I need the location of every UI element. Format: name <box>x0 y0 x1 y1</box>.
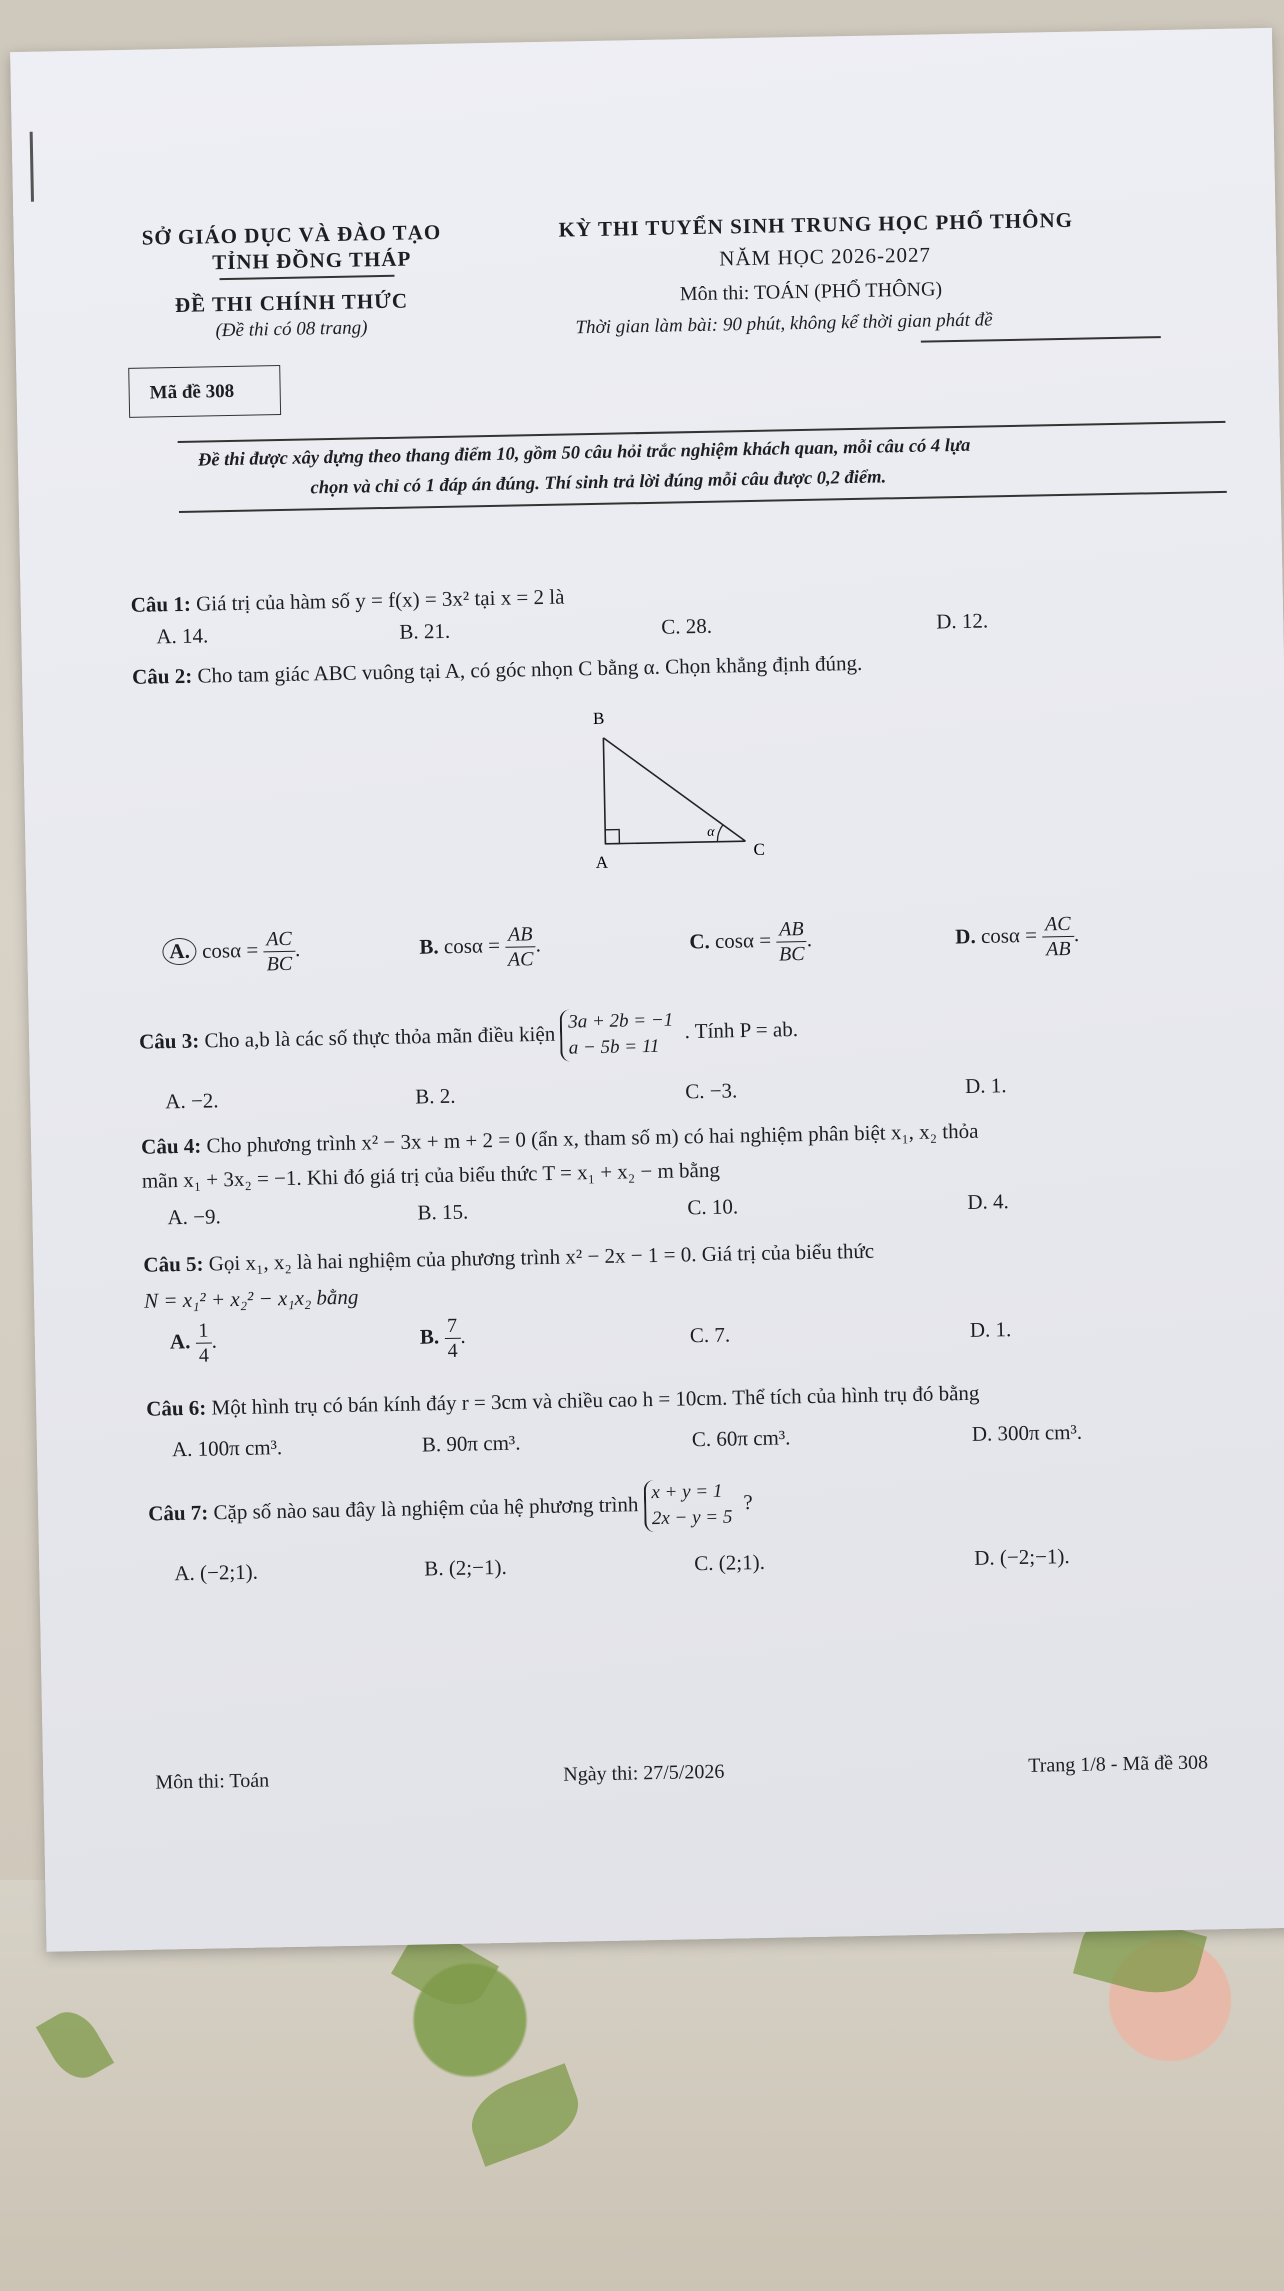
q2-option-c[interactable]: C. cosα = $\frac{AB}{BC}$ . <box>689 918 813 966</box>
q3-option-a[interactable]: A. −2. <box>165 1088 219 1114</box>
official-label: ĐỀ THI CHÍNH THỨC <box>174 288 409 317</box>
q1-option-d[interactable]: D. 12. <box>935 608 989 634</box>
question-2 <box>132 648 863 692</box>
exam-paper <box>10 28 1284 1952</box>
q5-option-c[interactable]: C. 7. <box>689 1322 731 1348</box>
q3-option-c[interactable]: C. −3. <box>684 1078 738 1104</box>
fraction: $\frac{AB}{BC}$ <box>776 917 807 967</box>
question-text: Giá trị của hàm số y = f(x) = 3x² tại x = 2 là <box>195 584 565 616</box>
fraction: $\frac{AC}{AB}$ <box>1042 912 1074 962</box>
question-5 <box>143 1236 874 1280</box>
question-text: Một hình trụ có bán kính đáy r = 3cm và chiều cao h = 10cm. Thể tích của hình trụ đó bằng <box>211 1380 980 1420</box>
exam-code-box: Mã đề 308 <box>128 365 281 418</box>
question-label: Câu 7: <box>147 1500 209 1526</box>
header-underline <box>219 275 394 280</box>
q2-option-d[interactable]: D. cosα = $\frac{AC}{AB}$ . <box>955 912 1080 961</box>
q7-option-b[interactable]: B. (2;−1). <box>424 1554 507 1581</box>
q7-option-c[interactable]: C. (2;1). <box>694 1549 766 1576</box>
q3-option-d[interactable]: D. 1. <box>964 1073 1007 1098</box>
q7-option-d[interactable]: D. (−2;−1). <box>973 1544 1070 1570</box>
question-label: Câu 3: <box>138 1028 200 1054</box>
q6-option-a[interactable]: A. 100π cm³. <box>171 1435 283 1462</box>
question-text: Cho phương trình x² − 3x + m + 2 = 0 (ẩn x, tham số m) có hai nghiệm phân biệt x₁, x₂ thỏa <box>206 1118 979 1158</box>
q4-option-d[interactable]: D. 4. <box>967 1189 1010 1214</box>
time-line: Thời gian làm bài: 90 phút, không kể thời gian phát đề <box>575 309 993 339</box>
vertex-label-b: B <box>592 708 605 729</box>
angle-alpha-label: α <box>707 824 715 840</box>
q5-option-d[interactable]: D. 1. <box>969 1317 1012 1342</box>
q2-option-a[interactable]: A. cosα = $\frac{AC}{BC}$ . <box>162 927 301 979</box>
school-year: NĂM HỌC 2026-2027 <box>718 242 932 271</box>
q6-option-b[interactable]: B. 90π cm³. <box>421 1430 521 1457</box>
subject-line: Môn thi: TOÁN (PHỔ THÔNG) <box>679 278 943 306</box>
question-text: Gọi x₁, x₂ là hai nghiệm của phương trình x² − 2x − 1 = 0. Giá trị của biểu thức <box>208 1238 875 1276</box>
instructions-line1: Đề thi được xây dựng theo thang điểm 10, gồm 50 câu hỏi trắc nghiệm khách quan, mỗi câu có 4 lựa <box>197 435 971 471</box>
q6-option-d[interactable]: D. 300π cm³. <box>971 1419 1083 1446</box>
footer-subject: Môn thi: Toán <box>155 1769 270 1794</box>
q1-option-b[interactable]: B. 21. <box>399 618 451 644</box>
question-label: Câu 6: <box>145 1395 207 1421</box>
q4-option-b[interactable]: B. 15. <box>417 1199 469 1225</box>
question-label: Câu 2: <box>131 663 193 689</box>
q1-option-a[interactable]: A. 14. <box>156 623 209 649</box>
leaf-pattern <box>461 2063 588 2166</box>
question-text: Cho tam giác ABC vuông tại A, có góc nhọn C bằng α. Chọn khẳng định đúng. <box>197 650 863 688</box>
q4-option-c[interactable]: C. 10. <box>687 1194 739 1220</box>
fraction: $\frac{AB}{AC}$ <box>505 922 536 972</box>
exam-title: KỲ THI TUYỂN SINH TRUNG HỌC PHỔ THÔNG <box>558 207 1074 242</box>
question-label: Câu 1: <box>130 591 192 617</box>
q7-option-a[interactable]: A. (−2;1). <box>174 1559 259 1586</box>
fraction: $\frac{1}{4}$ <box>195 1318 212 1367</box>
q3-option-b[interactable]: B. 2. <box>415 1083 456 1109</box>
question-label: Câu 5: <box>143 1251 204 1277</box>
triangle-abc-figure <box>583 702 786 876</box>
footer-page: Trang 1/8 - Mã đề 308 <box>1027 1751 1209 1777</box>
question-3: Câu 3: Cho a,b là các số thực thỏa mãn điều kiện 3a + 2b = −1 a − 5b = 11 . Tính P = ab. <box>139 1005 799 1070</box>
question-7: Câu 7: Cặp số nào sau đây là nghiệm của hệ phương trình x + y = 1 2x − y = 5 ? <box>148 1478 753 1542</box>
province-name: TỈNH ĐỒNG THÁP <box>211 246 412 275</box>
fraction: $\frac{7}{4}$ <box>444 1314 461 1363</box>
equation-system: x + y = 1 2x − y = 5 <box>643 1478 738 1532</box>
question-1 <box>130 582 564 620</box>
fraction: $\frac{AC}{BC}$ <box>263 927 295 977</box>
question-label: Câu 4: <box>140 1133 202 1159</box>
question-5-line2: N = x₁² + x₂² − x₁x₂ bằng <box>143 1284 359 1313</box>
equation-system: 3a + 2b = −1 a − 5b = 11 <box>560 1007 680 1061</box>
instructions-top-rule <box>178 421 1226 443</box>
q2-option-b[interactable]: B. cosα = $\frac{AB}{AC}$ . <box>419 923 542 971</box>
dept-name: SỞ GIÁO DỤC VÀ ĐÀO TẠO <box>141 219 442 250</box>
instructions-line2: chọn và chỉ có 1 đáp án đúng. Thí sinh trả lời đúng mỗi câu được 0,2 điểm. <box>310 467 887 499</box>
q6-option-c[interactable]: C. 60π cm³. <box>691 1425 791 1452</box>
q5-option-a[interactable]: A. $\frac{1}{4}$ . <box>169 1319 218 1367</box>
pages-note: (Đề thi có 08 trang) <box>215 317 368 342</box>
vertex-label-c: C <box>753 839 766 859</box>
paper-edge-mark <box>30 132 34 202</box>
q5-option-b[interactable]: B. $\frac{7}{4}$ . <box>419 1314 466 1362</box>
question-text: Cặp số nào sau đây là nghiệm của hệ phương trình <box>213 1492 639 1525</box>
leaf-pattern <box>36 2002 114 2088</box>
time-underline <box>921 336 1161 342</box>
question-text: Cho a,b là các số thực thỏa mãn điều kiện <box>204 1021 556 1053</box>
question-6 <box>146 1378 980 1424</box>
question-4 <box>141 1116 979 1162</box>
question-4-line2: mãn x₁ + 3x₂ = −1. Khi đó giá trị của biểu thức T = x₁ + x₂ − m bằng <box>141 1157 721 1193</box>
q1-option-c[interactable]: C. 28. <box>661 613 713 639</box>
vertex-label-a: A <box>595 852 609 873</box>
footer-date: Ngày thi: 27/5/2026 <box>563 1760 725 1786</box>
q4-option-a[interactable]: A. −9. <box>167 1204 222 1230</box>
